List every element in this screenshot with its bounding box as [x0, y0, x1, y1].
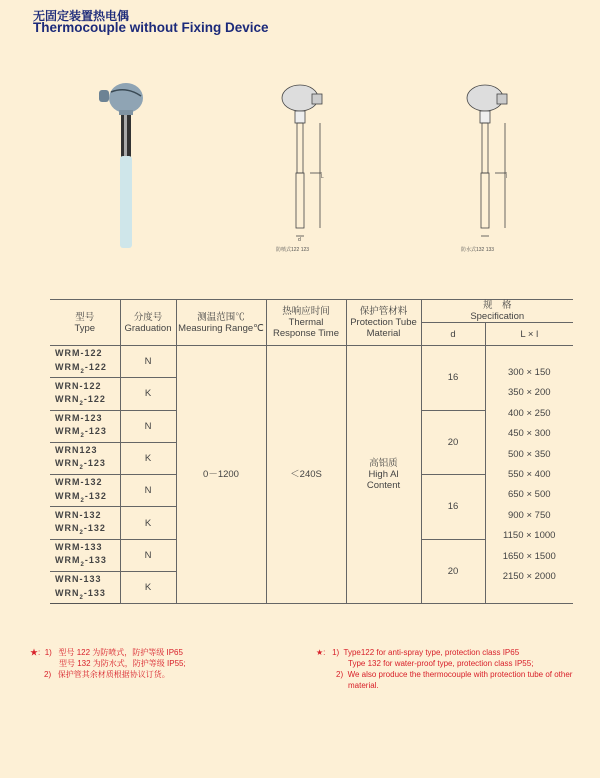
type-cell: WRN-133 — [50, 572, 120, 588]
type-cell: $WRN_2-133$ — [55, 587, 106, 601]
lxl-value: 300 × 150 — [507, 367, 551, 378]
graduation-cell: N — [120, 539, 176, 571]
lxl-value: 2150 × 2000 — [502, 571, 556, 582]
notes-cn: ★: 1) 型号 122 为防喷式，防护等级 IP65 型号 132 为防水式，防护等级 IP55; 2) 保护管其余材质根据协议订货。 — [30, 648, 186, 679]
type-cell: WRN123 — [50, 442, 120, 458]
header-range: 测温范围℃ Measuring Range℃ — [176, 300, 266, 346]
material-cell: 高铝质 High Al Content — [346, 346, 421, 604]
type-cell: WRN-132 — [50, 507, 120, 523]
lxl-value: 650 × 500 — [507, 489, 551, 501]
d-cell: 16 — [421, 346, 485, 411]
range-cell: 0－1200 — [176, 346, 266, 604]
dim-L: L — [321, 174, 324, 180]
title-cn: 无固定装置热电偶 — [33, 9, 130, 23]
dim-l: l — [506, 174, 508, 180]
notes-en: ★: 1) Type122 for anti-spray type, protection class IP65 Type 132 for water-proof type, protection class IP55; 2) We also produce the thermocouple with protection tube of other material. — [316, 648, 573, 690]
d-cell: 16 — [421, 475, 485, 540]
type-cell: $WRN_2-122$ — [55, 393, 106, 407]
caption-left: 防喷式122 123 — [276, 247, 310, 253]
d-cell: 20 — [421, 410, 485, 475]
lxl-value: 500 × 350 — [507, 448, 551, 460]
spec-table — [50, 299, 573, 604]
type-cell: $WRM_2-132$ — [55, 490, 107, 504]
lxl-value: 1150 × 1000 — [503, 530, 556, 542]
lxl-value: 900 × 750 — [507, 509, 551, 521]
type-cell: WRM-123 — [50, 410, 120, 426]
caption-right: 防水式132 133 — [461, 247, 495, 253]
d-cell: 20 — [421, 539, 485, 604]
drawing-132-133 — [455, 78, 525, 243]
type-cell: WRM-132 — [50, 475, 120, 491]
graduation-cell: K — [120, 507, 176, 539]
time-cell: ＜240S — [266, 346, 346, 604]
header-d: d — [421, 323, 485, 346]
table-row — [50, 346, 573, 362]
star-icon: ★: — [30, 648, 41, 657]
graduation-cell: K — [120, 442, 176, 474]
graduation-cell: K — [120, 572, 176, 604]
header-material: 保护管材料 Protection Tube Material — [346, 300, 421, 346]
header-time: 热响应时间 Thermal Response Time — [266, 300, 346, 346]
type-cell: WRN-122 — [50, 378, 120, 394]
graduation-cell: N — [120, 475, 176, 507]
lxl-value: 400 × 250 — [507, 407, 551, 419]
type-cell: WRM-122 — [50, 346, 120, 362]
header-spec: 规 格 Specification — [421, 300, 573, 323]
header-type: 型号 Type — [50, 300, 120, 346]
lxl-value: 350 × 200 — [507, 387, 551, 399]
title-en: Thermocouple without Fixing Device — [33, 20, 269, 35]
lxl-cell — [485, 346, 573, 604]
star-icon: ★: — [316, 648, 326, 657]
type-cell: $WRM_2-133$ — [55, 555, 107, 569]
header-lxl: L × l — [485, 323, 573, 346]
drawing-122-123 — [270, 78, 340, 243]
graduation-cell: N — [120, 346, 176, 378]
dim-d: d — [298, 237, 301, 243]
type-cell: $WRM_2-123$ — [55, 426, 107, 439]
lxl-value: 450 × 300 — [507, 428, 551, 440]
lxl-value: 1650 × 1500 — [502, 550, 556, 562]
type-cell: $WRN_2-123$ — [55, 458, 106, 472]
thermocouple-photo — [95, 78, 145, 258]
type-cell: WRM-133 — [50, 539, 120, 555]
type-cell: $WRM_2-122$ — [55, 361, 107, 375]
header-graduation: 分度号 Graduation — [120, 300, 176, 346]
graduation-cell: K — [120, 378, 176, 410]
lxl-value: 550 × 400 — [507, 469, 551, 480]
type-cell: $WRN_2-132$ — [55, 522, 106, 536]
graduation-cell: N — [120, 410, 176, 442]
